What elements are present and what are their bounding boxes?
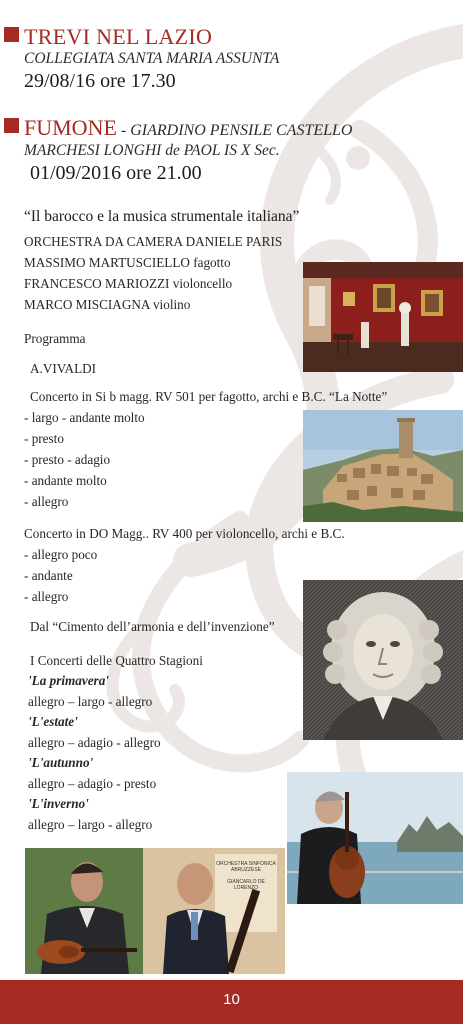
season-name: 'L'autunno' (28, 755, 94, 770)
event2-venue-line2: MARCHESI LONGHI de PAOL IS X Sec. (24, 142, 280, 159)
performer-violin: MARCO MISCIAGNA violino (24, 297, 191, 312)
season-name: 'L'inverno' (28, 796, 89, 811)
event2-venue-line1: GIARDINO PENSILE CASTELLO (130, 122, 353, 139)
gallery-room-photo (303, 262, 463, 372)
concerto2-movement: - allegro poco (24, 547, 98, 562)
violinist-photo (25, 848, 143, 974)
event1-venue: COLLEGIATA SANTA MARIA ASSUNTA (24, 50, 280, 67)
cimento-title: Dal “Cimento dell’armonia e dell’invenzione” (30, 619, 275, 634)
concerto2-movement: - allegro (24, 589, 69, 604)
section-marker-2 (4, 118, 19, 133)
season-name: 'La primavera' (28, 673, 109, 688)
page-number: 10 (223, 991, 240, 1008)
season-tempi: allegro – largo - allegro (28, 694, 153, 709)
poster-line2: ABRUZZESE (230, 867, 261, 873)
season-tempi: allegro – largo - allegro (28, 817, 153, 832)
vivaldi-portrait (303, 580, 463, 740)
orchestra-poster (215, 861, 277, 891)
concerto1-movement: - allegro (24, 494, 69, 509)
season-tempi: allegro – adagio - allegro (28, 735, 161, 750)
concerto1-movement: - andante molto (24, 473, 107, 488)
programme-heading: Programma (24, 331, 86, 346)
event2-place: FUMONE (24, 115, 117, 140)
concerto1-movement: - largo - andante molto (24, 410, 145, 425)
performer-bassoon: MASSIMO MARTUSCIELLO fagotto (24, 255, 231, 270)
seasons-title: I Concerti delle Quattro Stagioni (30, 653, 203, 668)
footer-bar (0, 980, 463, 1024)
poster-line3: GIANCARLO DE LORENZO (227, 879, 265, 891)
season-name: 'L'estate' (28, 714, 78, 729)
concerto1-title: Concerto in Si b magg. RV 501 per fagotto, archi e B.C. “La Notte” (30, 389, 388, 404)
concerto2-movement: - andante (24, 568, 73, 583)
performer-orchestra: ORCHESTRA DA CAMERA DANIELE PARIS (24, 234, 283, 249)
event2-heading (24, 115, 352, 141)
castle-town-photo (303, 410, 463, 522)
performer-cello: FRANCESCO MARIOZZI violoncello (24, 276, 233, 291)
composer-name: A.VIVALDI (30, 361, 97, 376)
event2-date: 01/09/2016 ore 21.00 (30, 162, 202, 184)
event1-date: 29/08/16 ore 17.30 (24, 70, 176, 92)
concerto1-movement: - presto (24, 431, 64, 446)
concert-title: “Il barocco e la musica strumentale italiana” (24, 208, 300, 225)
event2-separator: - (116, 122, 131, 139)
poster-line1: ORCHESTRA SINFONICA (216, 861, 276, 867)
concerto1-movement: - presto - adagio (24, 452, 111, 467)
section-marker-1 (4, 27, 19, 42)
event1-place: TREVI NEL LAZIO (24, 24, 213, 49)
concerto2-title: Concerto in DO Magg.. RV 400 per violoncello, archi e B.C. (24, 526, 345, 541)
cellist-photo (287, 772, 463, 904)
season-tempi: allegro – adagio - presto (28, 776, 157, 791)
